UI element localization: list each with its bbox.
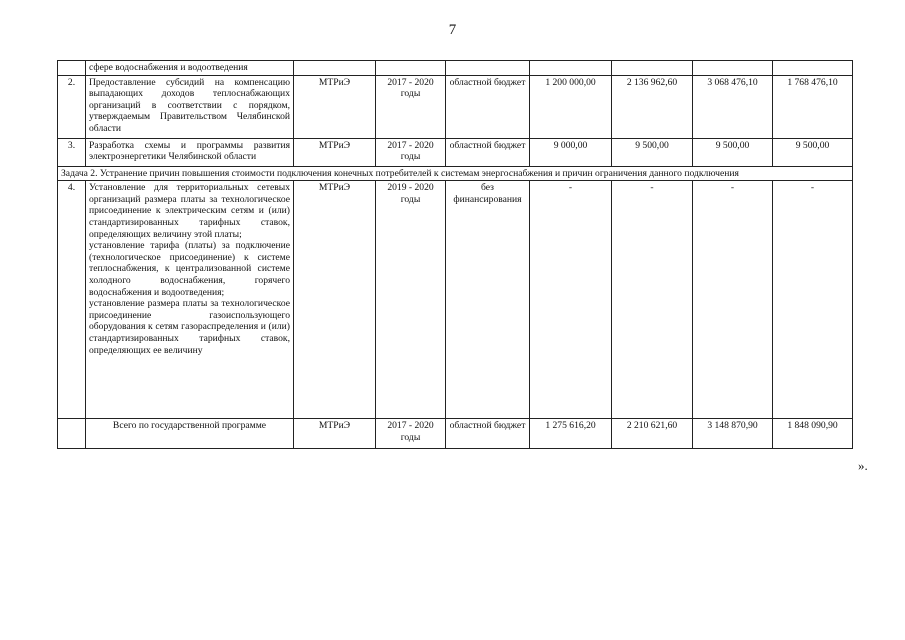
amount-cell: - [693,181,773,419]
total-label: Всего по государственной программе [86,419,294,449]
table-row [58,181,853,419]
row-executor: МТРиЭ [294,75,376,138]
amount-cell: - [612,181,693,419]
closing-quote-mark: ». [858,458,868,473]
row-executor: МТРиЭ [294,181,376,419]
row-description: Предоставление субсидий на компенсацию выпадающих доходов теплоснабжающих организаций в соответствии с порядком, утверждаемым Правительством Челябинской области [86,75,294,138]
row-period: 2017 - 2020 годы [376,75,446,138]
total-amount-cell: 1 275 616,20 [530,419,612,449]
continuation-text: сфере водоснабжения и водоотведения [86,61,294,76]
amount-cell: 2 136 962,60 [612,75,693,138]
total-row [58,419,853,449]
row-number: 4. [58,181,86,419]
row-executor: МТРиЭ [294,138,376,166]
amount-cell: 1 768 476,10 [773,75,853,138]
amount-cell: - [530,181,612,419]
row-source: областной бюджет [446,419,530,449]
task-row [58,166,853,181]
program-table [57,60,853,449]
row-description: Установление для территориальных сетевых организаций размера платы за технологическое присоединение к электрическим сетям и (или) стандартизированных тарифных ставок, определяющих величину этой платы; установление тарифа (платы) за подключение (технологическое присоединение) к системе теплоснабжения, к централизованной системе холодного водоснабжения, горячего водоснабжения и водоотведения; установление размера платы за технологическое присоединение газоиспользующего оборудования к сетям газораспределения и (или) стандартизированных тарифных ставок, определяющих ее величину [86,181,294,419]
amount-cell: - [773,181,853,419]
amount-cell: 1 200 000,00 [530,75,612,138]
row-number: 2. [58,75,86,138]
row-number: 3. [58,138,86,166]
continuation-row [58,61,853,76]
amount-cell: 9 500,00 [693,138,773,166]
row-source: без финансирования [446,181,530,419]
row-description: Разработка схемы и программы развития электроэнергетики Челябинской области [86,138,294,166]
total-amount-cell: 2 210 621,60 [612,419,693,449]
row-period: 2017 - 2020 годы [376,419,446,449]
task-heading: Задача 2. Устранение причин повышения стоимости подключения конечных потребителей к системам энергоснабжения и причин ограничения данного подключения [58,166,853,181]
row-period: 2017 - 2020 годы [376,138,446,166]
table-row [58,138,853,166]
total-amount-cell: 1 848 090,90 [773,419,853,449]
row-executor: МТРиЭ [294,419,376,449]
row-source: областной бюджет [446,138,530,166]
row-period: 2019 - 2020 годы [376,181,446,419]
page-number: 7 [448,22,457,38]
amount-cell: 3 068 476,10 [693,75,773,138]
amount-cell: 9 500,00 [773,138,853,166]
table-row [58,75,853,138]
total-amount-cell: 3 148 870,90 [693,419,773,449]
amount-cell: 9 500,00 [612,138,693,166]
amount-cell: 9 000,00 [530,138,612,166]
row-source: областной бюджет [446,75,530,138]
